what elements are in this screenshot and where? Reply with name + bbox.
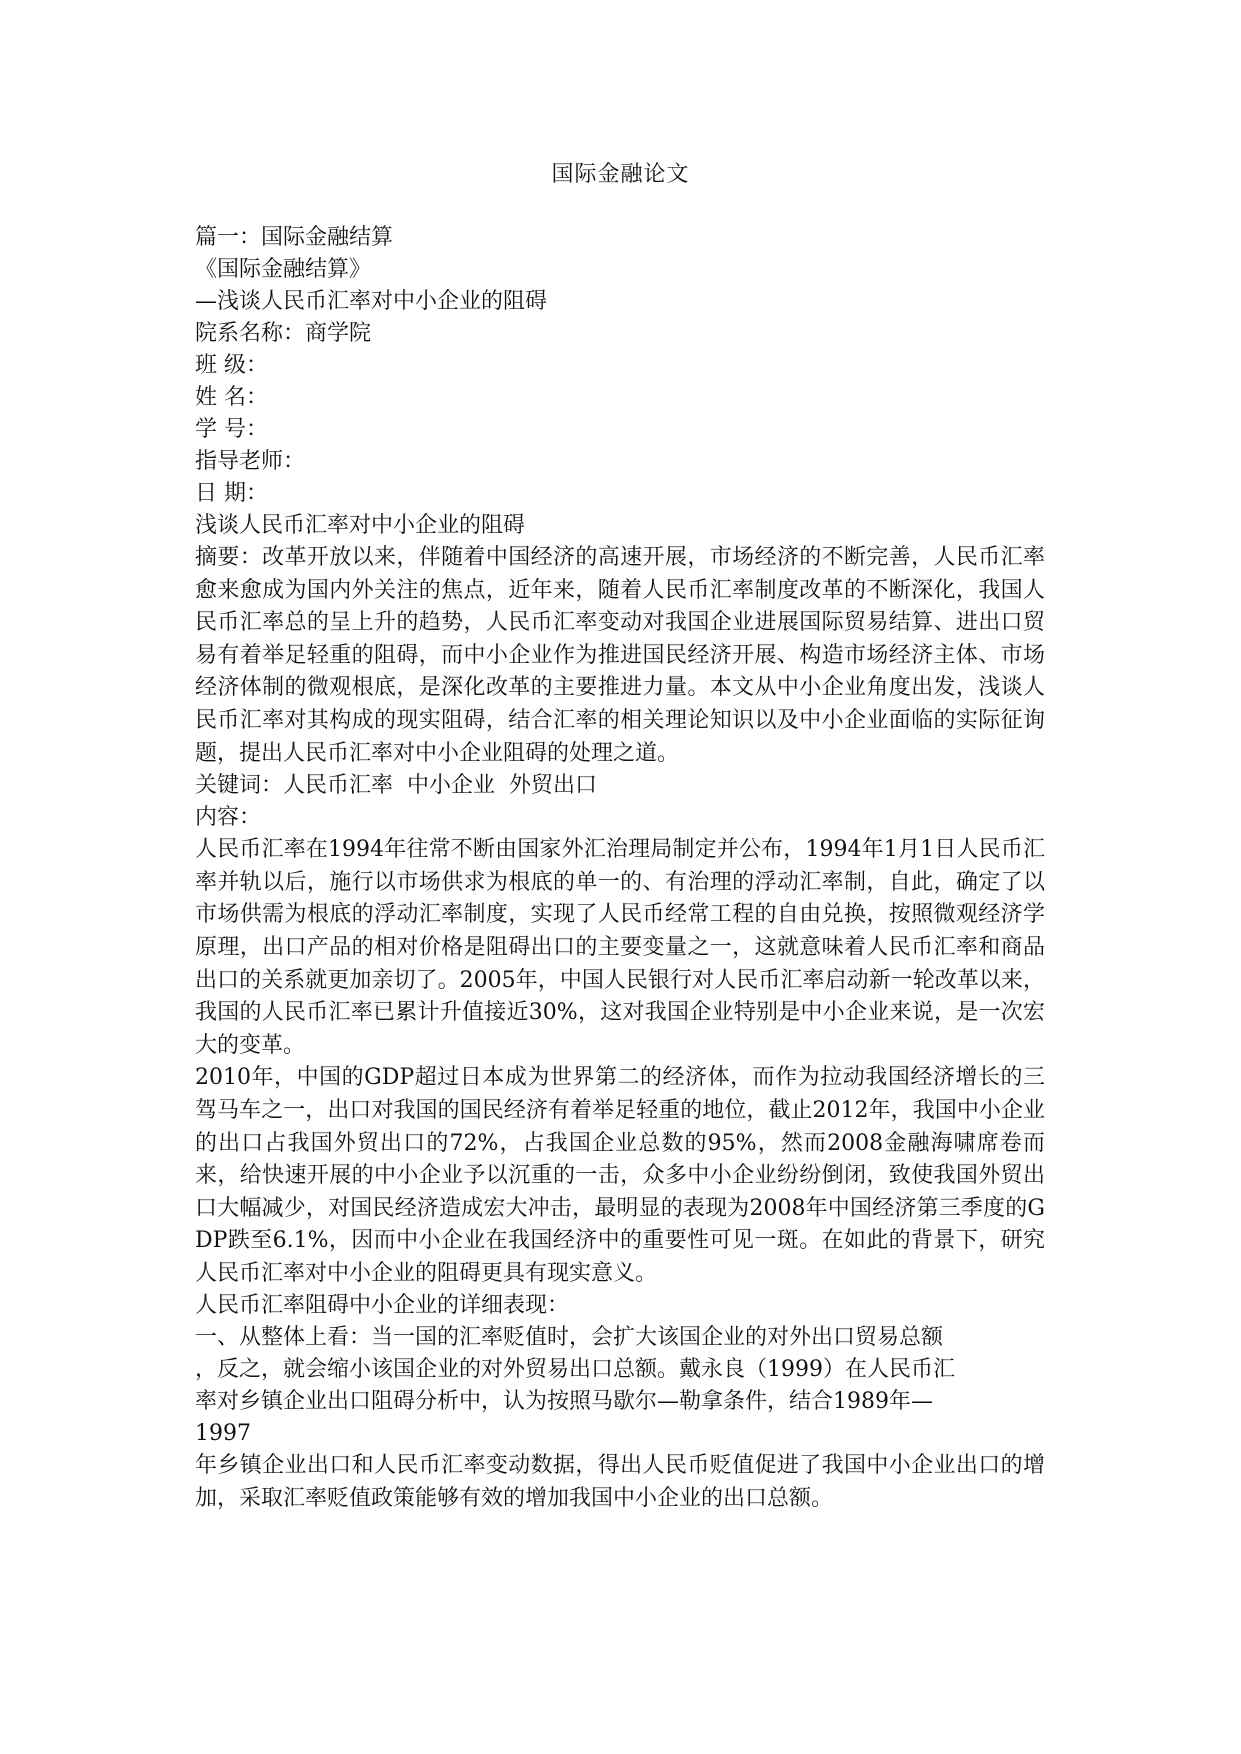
name-field: 姓 名：: [195, 385, 268, 410]
student-id-field: 学 号：: [195, 417, 268, 442]
body-paragraph: 年乡镇企业出口和人民币汇率变动数据，得出人民币贬值促进了我国中小企业出口的增加，采取汇率贬值政策能够有效的增加我国中小企业的出口总额。: [195, 1453, 1045, 1512]
point-line: ，反之，就会缩小该国企业的对外贸易出口总额。戴永良（1999）在人民币汇: [195, 1357, 955, 1383]
point-line: 1997: [195, 1421, 251, 1447]
point-line: 率对乡镇企业出口阻碍分析中，认为按照马歇尔—勒拿条件，结合1989年—: [195, 1389, 933, 1415]
keywords-line: 关键词：人民币汇率 中小企业 外贸出口: [195, 773, 597, 799]
paper-subtitle: —浅谈人民币汇率对中小企业的阻碍: [195, 289, 548, 314]
advisor-field: 指导老师：: [195, 449, 306, 474]
body-paragraph: 人民币汇率在1994年往常不断由国家外汇治理局制定并公布，1994年1月1日人民币汇率并轨以后，施行以市场供求为根底的单一的、有治理的浮动汇率制，自此，确定了以市场供需为根底的浮动汇率制度，实现了人民币经常工程的自由兑换，按照微观经济学原理，出口产品的相对价格是阻碍出口的主要变量之一，这就意味着人民币汇率和商品出口的关系就更加亲切了。2005年，中国人民银行对人民币汇率启动新一轮改革以来，我国的人民币汇率已累计升值接近30%，这对我国企业特别是中小企业来说，是一次宏大的变革。: [195, 837, 1045, 1058]
paper-title: 浅谈人民币汇率对中小企业的阻碍: [195, 513, 526, 538]
section-heading: 人民币汇率阻碍中小企业的详细表现：: [195, 1293, 570, 1319]
document-title: 国际金融论文: [551, 162, 690, 187]
abstract-paragraph: 摘要：改革开放以来，伴随着中国经济的高速开展，市场经济的不断完善，人民币汇率愈来愈成为国内外关注的焦点，近年来，随着人民币汇率制度改革的不断深化，我国人民币汇率总的呈上升的趋势，人民币汇率变动对我国企业进展国际贸易结算、进出口贸易有着举足轻重的阻碍，而中小企业作为推进国民经济开展、构造市场经济主体、市场经济体制的微观根底，是深化改革的主要推进力量。本文从中小企业角度出发，浅谈人民币汇率对其构成的现实阻碍，结合汇率的相关理论知识以及中小企业面临的实际征询题，提出人民币汇率对中小企业阻碍的处理之道。: [195, 545, 1045, 766]
document-body: [195, 222, 1045, 1516]
article-heading: 篇一：国际金融结算: [195, 225, 394, 250]
book-title: 《国际金融结算》: [195, 257, 372, 282]
body-paragraph: 2010年，中国的GDP超过日本成为世界第二的经济体，而作为拉动我国经济增长的三驾马车之一，出口对我国的国民经济有着举足轻重的地位，截止2012年，我国中小企业的出口占我国外贸出口的72%，占我国企业总数的95%，然而2008金融海啸席卷而来，给快速开展的中小企业予以沉重的一击，众多中小企业纷纷倒闭，致使我国外贸出口大幅减少，对国民经济造成宏大冲击，最明显的表现为2008年中国经济第三季度的GDP跌至6.1%，因而中小企业在我国经济中的重要性可见一斑。在如此的背景下，研究人民币汇率对中小企业的阻碍更具有现实意义。: [195, 1065, 1045, 1286]
content-label: 内容：: [195, 805, 262, 831]
department-field: 院系名称：商学院: [195, 321, 372, 346]
point-line: 一、从整体上看：当一国的汇率贬值时，会扩大该国企业的对外出口贸易总额: [195, 1325, 944, 1351]
class-field: 班 级：: [195, 353, 268, 378]
date-field: 日 期：: [195, 481, 268, 506]
